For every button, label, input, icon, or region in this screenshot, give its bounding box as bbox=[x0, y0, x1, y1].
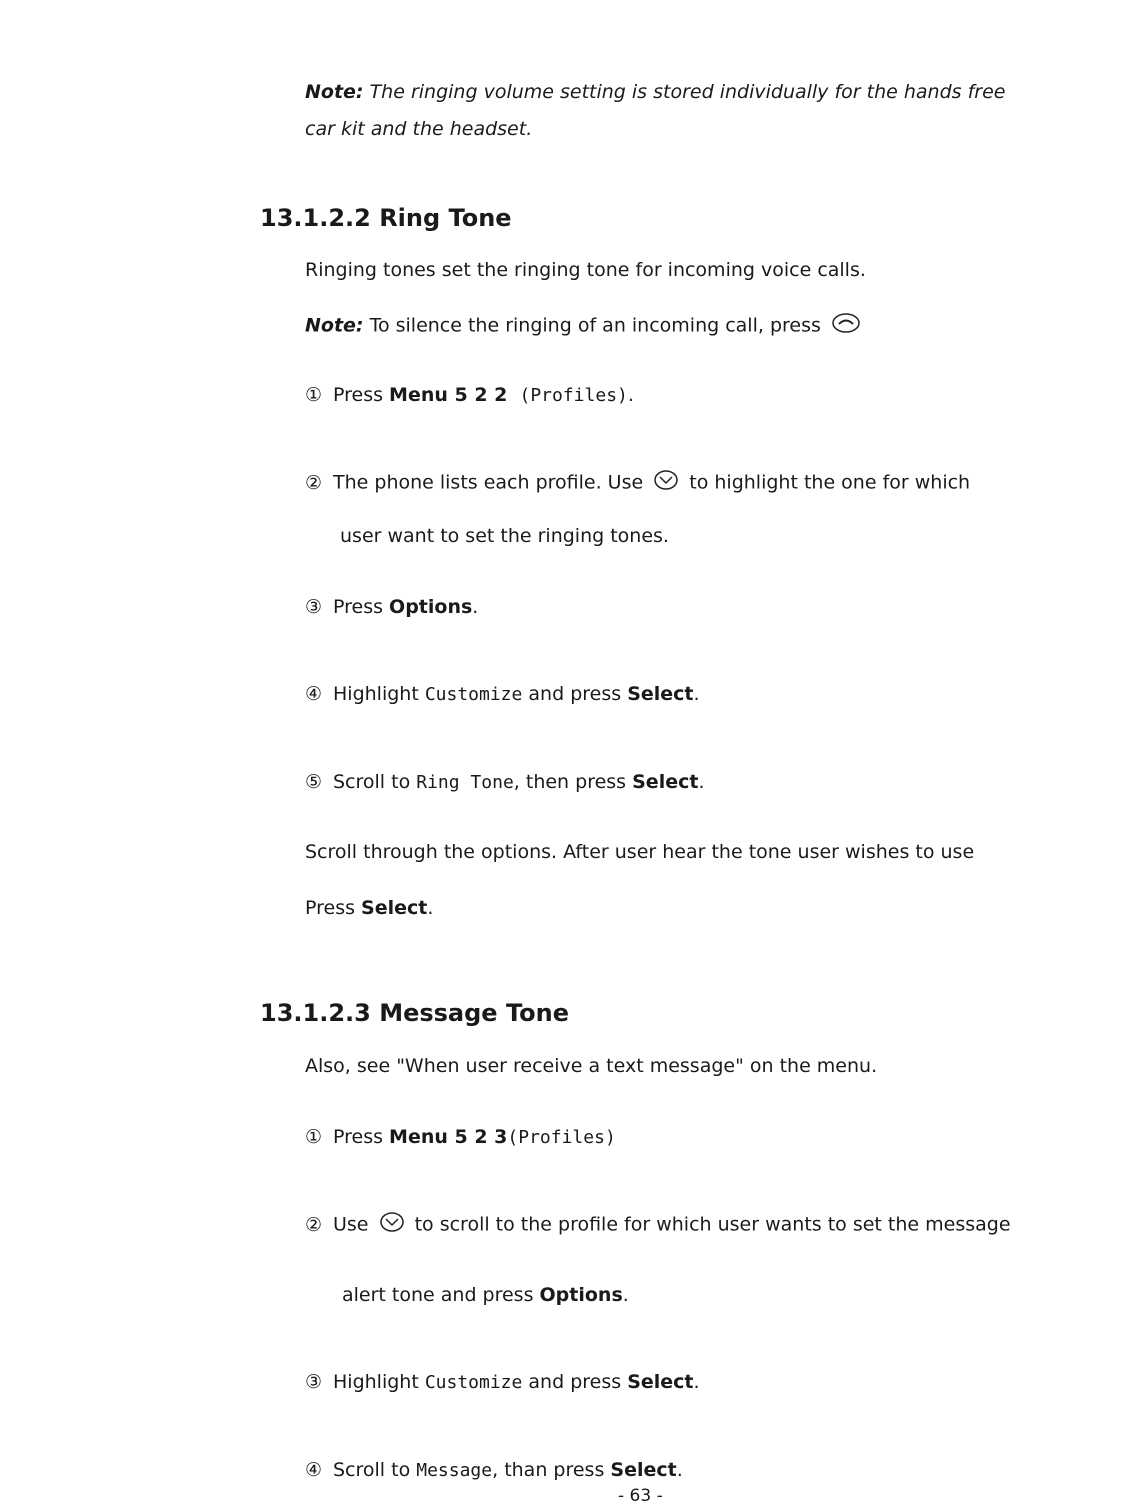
section-intro: Also, see "When user receive a text message" on the menu. bbox=[305, 1055, 878, 1077]
list-item-continuation: alert tone and press Options. bbox=[342, 1284, 629, 1306]
nav-key-icon bbox=[379, 1211, 405, 1239]
note-text-line2: car kit and the headset. bbox=[305, 118, 533, 140]
section-heading-message-tone: 13.1.2.3 Message Tone bbox=[260, 999, 569, 1027]
list-item: ③ Highlight Customize and press Select. bbox=[305, 1371, 700, 1393]
note-text: The ringing volume setting is stored individually for the hands free bbox=[369, 81, 1006, 103]
section-heading-ring-tone: 13.1.2.2 Ring Tone bbox=[260, 204, 512, 232]
list-item: ④ Scroll to Message, than press Select. bbox=[305, 1459, 683, 1481]
list-item: ④ Highlight Customize and press Select. bbox=[305, 683, 700, 705]
end-call-icon bbox=[831, 312, 861, 340]
list-item: ② The phone lists each profile. Use to highlight the one for which bbox=[305, 469, 970, 497]
note-label: Note: bbox=[305, 314, 364, 337]
section-outro: Scroll through the options. After user hear the tone user wishes to use bbox=[305, 841, 975, 863]
note-text: To silence the ringing of an incoming call, press bbox=[369, 314, 821, 337]
note-intro bbox=[305, 80, 1005, 104]
section-intro: Ringing tones set the ringing tone for incoming voice calls. bbox=[305, 259, 866, 281]
section-outro-line2: Press Select. bbox=[305, 897, 434, 919]
list-item: ③ Press Options. bbox=[305, 596, 479, 618]
list-item-continuation: user want to set the ringing tones. bbox=[340, 525, 669, 547]
list-item: ⑤ Scroll to Ring Tone, then press Select. bbox=[305, 771, 705, 793]
list-item: ① Press Menu 5 2 2 (Profiles). bbox=[305, 384, 634, 406]
note-label: Note: bbox=[305, 81, 364, 103]
list-item: ① Press Menu 5 2 3(Profiles) bbox=[305, 1126, 616, 1148]
nav-key-icon bbox=[653, 469, 679, 497]
list-item: ② Use to scroll to the profile for which user wants to set the message bbox=[305, 1211, 1011, 1239]
ring-note bbox=[305, 312, 865, 340]
page-number: - 63 - bbox=[618, 1486, 663, 1506]
